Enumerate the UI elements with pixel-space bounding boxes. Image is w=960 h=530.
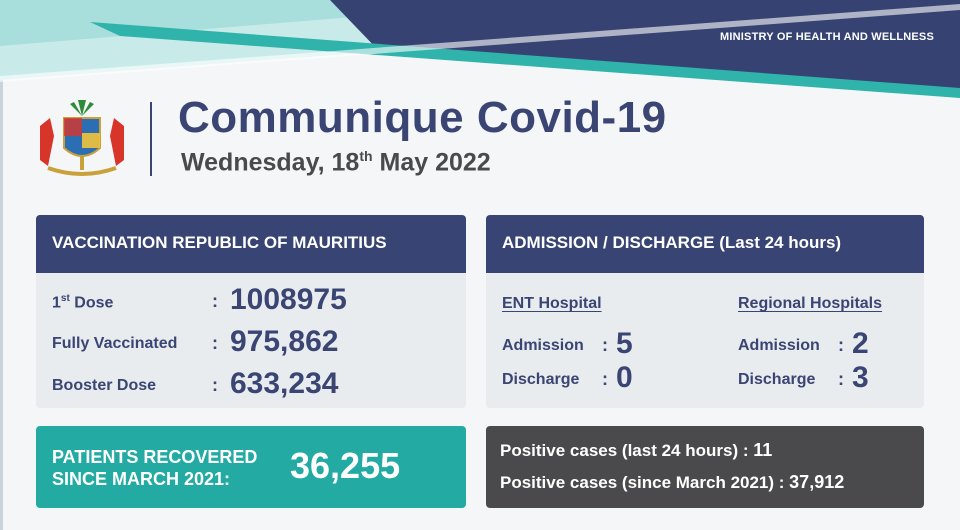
regional-discharge-value: 3 — [852, 361, 869, 394]
positive-since-row — [500, 472, 844, 493]
fully-vaccinated-value: 975,862 — [230, 325, 339, 358]
positive-last24-row — [500, 440, 772, 461]
colon: : — [212, 333, 218, 353]
regional-hospitals-title: Regional Hospitals — [738, 295, 883, 312]
first-dose-label — [52, 293, 113, 312]
first-dose-sup: st — [60, 293, 70, 304]
page-title: Communique Covid-19 — [178, 93, 667, 142]
recovered-label — [52, 446, 257, 490]
ent-discharge-value: 0 — [616, 361, 633, 394]
booster-dose-label: Booster Dose — [52, 377, 157, 394]
first-dose-value: 1008975 — [230, 283, 347, 316]
positive-since-label: Positive cases (since March 2021) : — [500, 473, 785, 492]
colon: : — [838, 369, 844, 389]
positive-since-value: 37,912 — [789, 472, 845, 492]
first-dose-num: 1 — [52, 294, 61, 312]
colon: : — [602, 369, 608, 389]
date-prefix: Wednesday, 18 — [181, 148, 360, 177]
positive-last24-label: Positive cases (last 24 hours) : — [500, 441, 749, 460]
admission-title: ADMISSION / DISCHARGE (Last 24 hours) — [486, 215, 924, 273]
date-suffix: May 2022 — [372, 148, 491, 177]
regional-admission-value: 2 — [852, 327, 869, 360]
ministry-name: MINISTRY OF HEALTH AND WELLNESS — [720, 31, 934, 43]
header-divider — [150, 102, 152, 176]
header — [34, 93, 734, 186]
admission-card — [486, 215, 924, 408]
colon: : — [212, 291, 218, 311]
first-dose-text: Dose — [69, 294, 114, 312]
positive-cases-panel — [486, 426, 924, 508]
recovered-label-line1: PATIENTS RECOVERED — [52, 447, 258, 467]
page-date — [181, 148, 491, 177]
ent-admission-label: Admission — [502, 337, 584, 354]
positive-last24-value: 11 — [753, 440, 773, 460]
fully-vaccinated-label: Fully Vaccinated — [52, 335, 178, 352]
ent-discharge-label: Discharge — [502, 371, 580, 388]
vaccination-title: VACCINATION REPUBLIC OF MAURITIUS — [36, 215, 466, 273]
colon: : — [602, 335, 608, 355]
coat-of-arms-icon — [34, 96, 130, 180]
recovered-panel — [36, 426, 466, 508]
regional-discharge-label: Discharge — [738, 371, 816, 388]
colon: : — [838, 335, 844, 355]
booster-dose-value: 633,234 — [230, 367, 339, 400]
colon: : — [212, 375, 218, 395]
recovered-label-line2: SINCE MARCH 2021: — [52, 469, 231, 489]
vaccination-card — [36, 215, 466, 408]
date-suffix-sup: th — [359, 148, 373, 164]
recovered-value: 36,255 — [290, 445, 401, 486]
ent-admission-value: 5 — [616, 327, 633, 360]
regional-admission-label: Admission — [738, 337, 820, 354]
ent-hospital-title: ENT Hospital — [502, 295, 602, 312]
